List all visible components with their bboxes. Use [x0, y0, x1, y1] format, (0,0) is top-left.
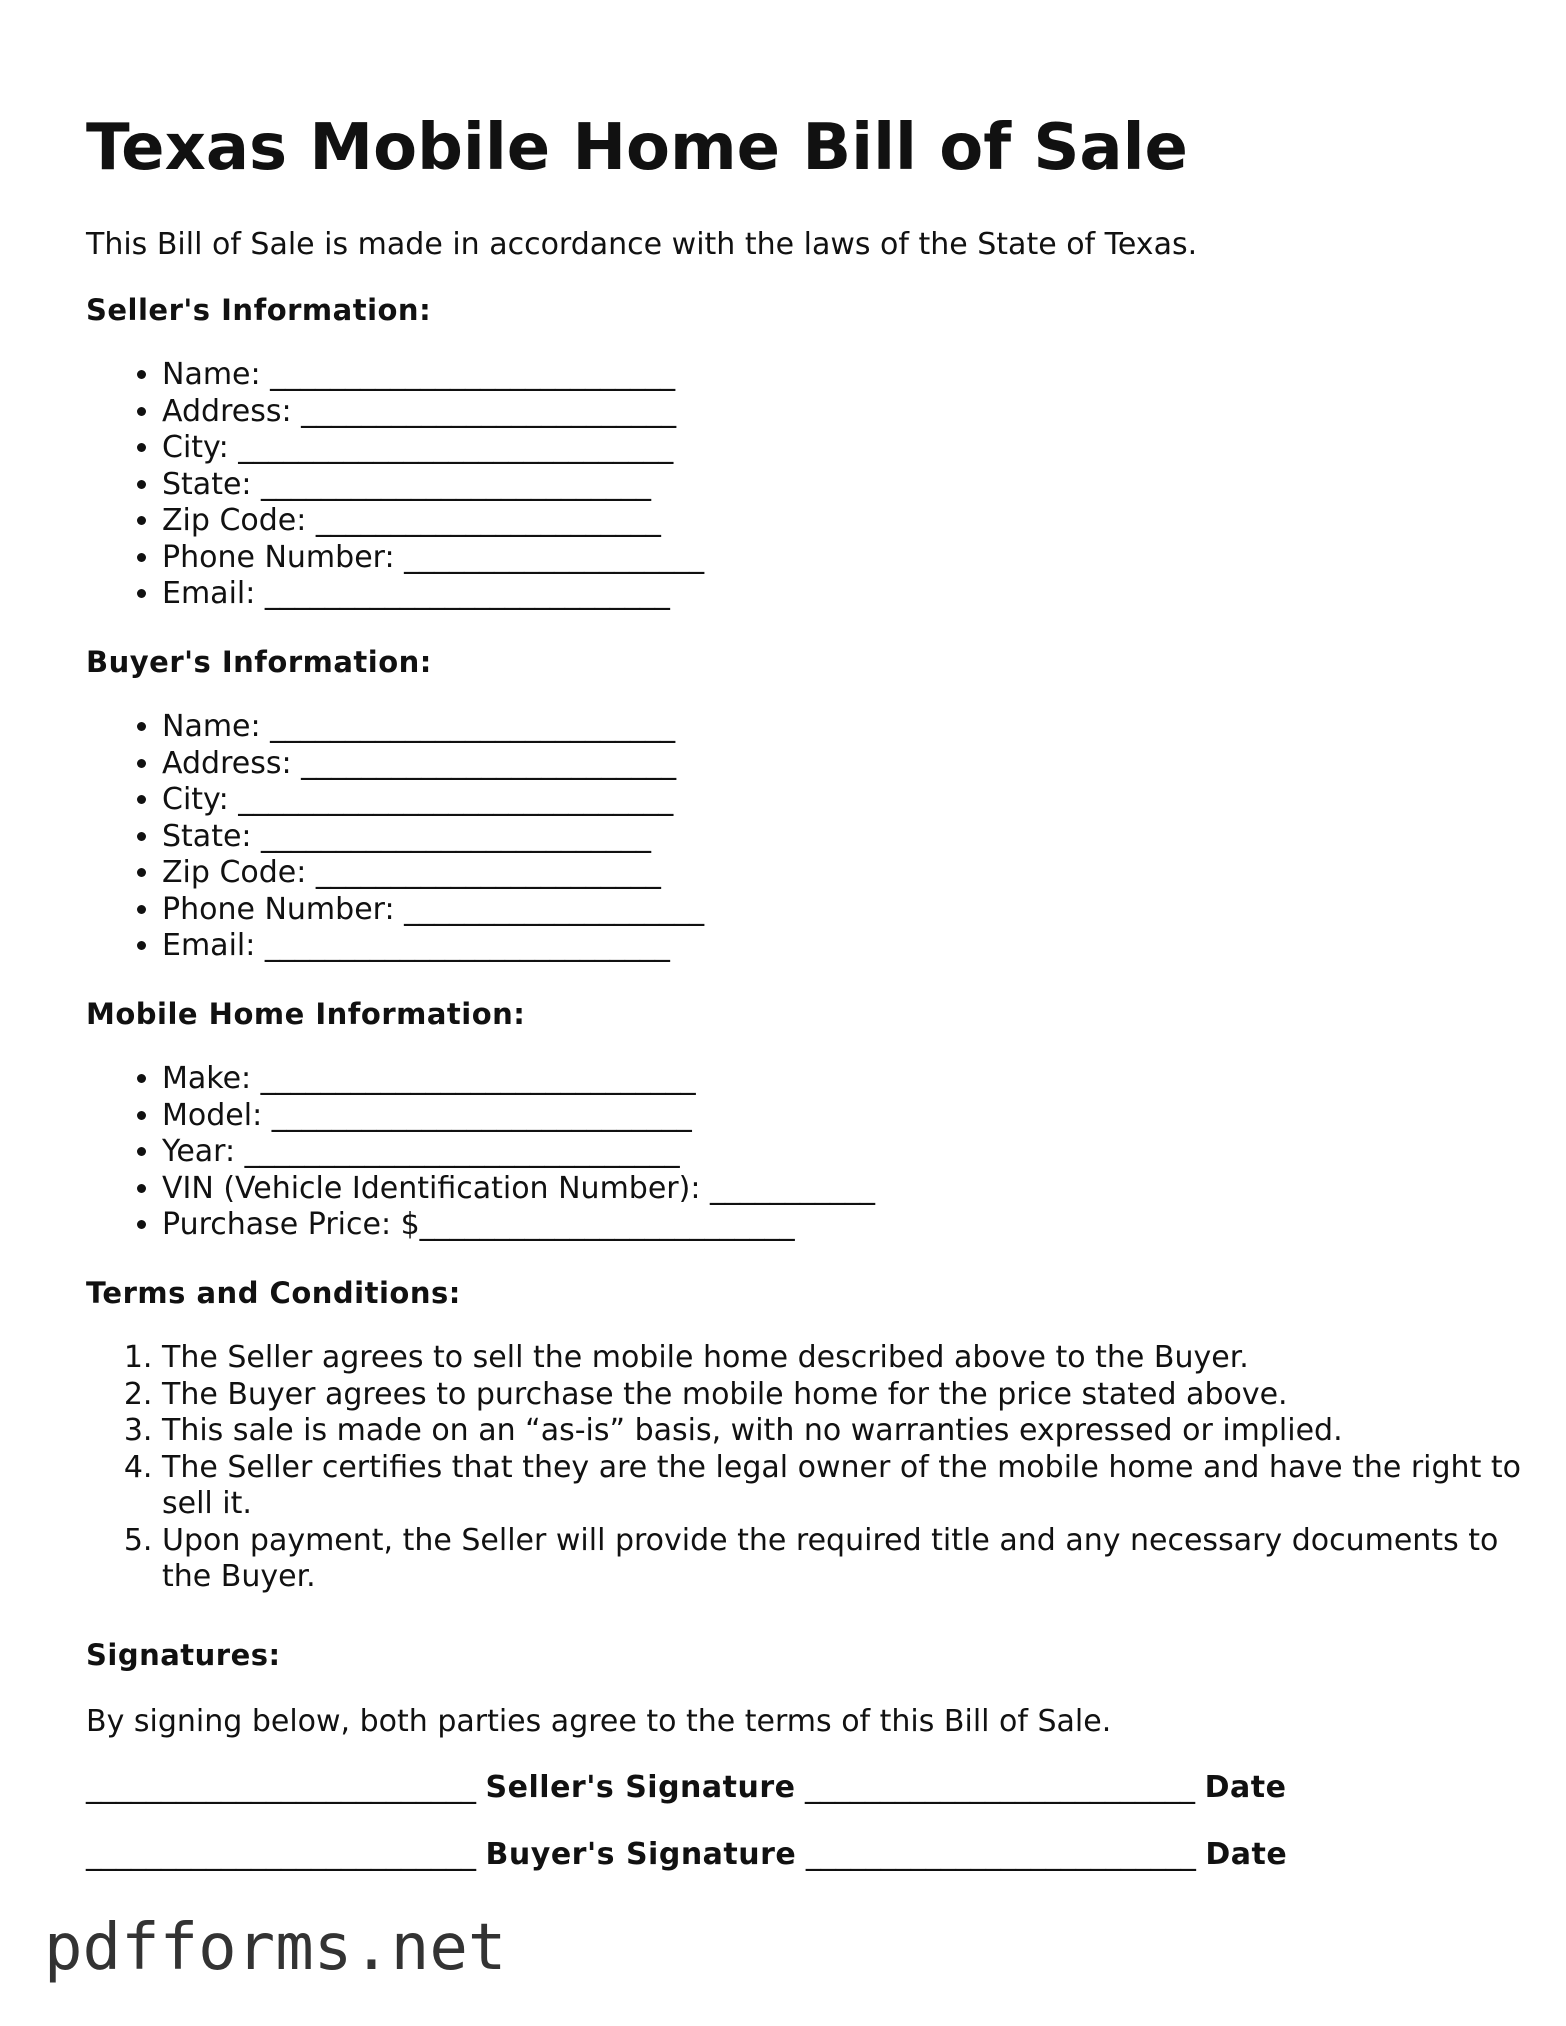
seller-date-line[interactable]: __________________________	[805, 1770, 1196, 1805]
buyer-field-list	[86, 709, 704, 965]
purchase-price-field[interactable]: • Purchase Price: $_________________________	[162, 1207, 875, 1244]
buyer-section-heading: Buyer's Information:	[86, 645, 432, 679]
mobile-home-section-heading: Mobile Home Information:	[86, 997, 526, 1031]
buyer-phone-field[interactable]: • Phone Number: ____________________	[162, 892, 704, 929]
buyer-signature-row	[86, 1835, 1287, 1875]
seller-signature-row	[86, 1768, 1286, 1808]
buyer-zip-field[interactable]: • Zip Code: _______________________	[162, 855, 704, 892]
seller-state-field[interactable]: • State: __________________________	[162, 467, 704, 504]
buyer-date-line[interactable]: __________________________	[805, 1837, 1196, 1872]
terms-list	[86, 1340, 1522, 1596]
signatures-section-heading: Signatures:	[86, 1638, 281, 1672]
mobile-home-make-field[interactable]: • Make: _____________________________	[162, 1061, 875, 1098]
seller-section-heading: Seller's Information:	[86, 293, 432, 327]
mobile-home-year-field[interactable]: • Year: _____________________________	[162, 1134, 875, 1171]
buyer-name-field[interactable]: • Name: ___________________________	[162, 709, 704, 746]
seller-signature-label: Seller's Signature	[485, 1770, 796, 1805]
seller-city-field[interactable]: • City: _____________________________	[162, 430, 704, 467]
term-item: 3. This sale is made on an “as-is” basis, with no warranties expressed or implied.	[162, 1413, 1522, 1450]
watermark-text: pdfforms.net	[44, 1911, 507, 1985]
seller-date-label: Date	[1204, 1770, 1287, 1805]
mobile-home-model-field[interactable]: • Model: ____________________________	[162, 1098, 875, 1135]
seller-email-field[interactable]: • Email: ___________________________	[162, 576, 704, 613]
seller-phone-field[interactable]: • Phone Number: ____________________	[162, 540, 704, 577]
term-item: 4. The Seller certifies that they are the legal owner of the mobile home and have the right to sell it.	[162, 1450, 1522, 1523]
buyer-address-field[interactable]: • Address: _________________________	[162, 746, 704, 783]
terms-section-heading: Terms and Conditions:	[86, 1276, 461, 1310]
term-item: 2. The Buyer agrees to purchase the mobile home for the price stated above.	[162, 1377, 1522, 1414]
intro-paragraph: This Bill of Sale is made in accordance with the laws of the State of Texas.	[86, 227, 1198, 262]
buyer-city-field[interactable]: • City: _____________________________	[162, 782, 704, 819]
buyer-signature-label: Buyer's Signature	[485, 1837, 797, 1872]
seller-address-field[interactable]: • Address: _________________________	[162, 394, 704, 431]
seller-signature-line[interactable]: __________________________	[86, 1770, 476, 1805]
buyer-state-field[interactable]: • State: __________________________	[162, 819, 704, 856]
buyer-signature-line[interactable]: __________________________	[86, 1837, 476, 1872]
signatures-statement: By signing below, both parties agree to the terms of this Bill of Sale.	[86, 1704, 1112, 1739]
buyer-email-field[interactable]: • Email: ___________________________	[162, 928, 704, 965]
term-item: 1. The Seller agrees to sell the mobile home described above to the Buyer.	[162, 1340, 1522, 1377]
buyer-date-label: Date	[1205, 1837, 1288, 1872]
seller-name-field[interactable]: • Name: ___________________________	[162, 357, 704, 394]
mobile-home-vin-field[interactable]: • VIN (Vehicle Identification Number): ___________	[162, 1171, 875, 1208]
document-title: Texas Mobile Home Bill of Sale	[86, 111, 1188, 185]
seller-zip-field[interactable]: • Zip Code: _______________________	[162, 503, 704, 540]
term-item: 5. Upon payment, the Seller will provide the required title and any necessary documents to the Buyer.	[162, 1523, 1522, 1596]
mobile-home-field-list	[86, 1061, 875, 1244]
seller-field-list	[86, 357, 704, 613]
